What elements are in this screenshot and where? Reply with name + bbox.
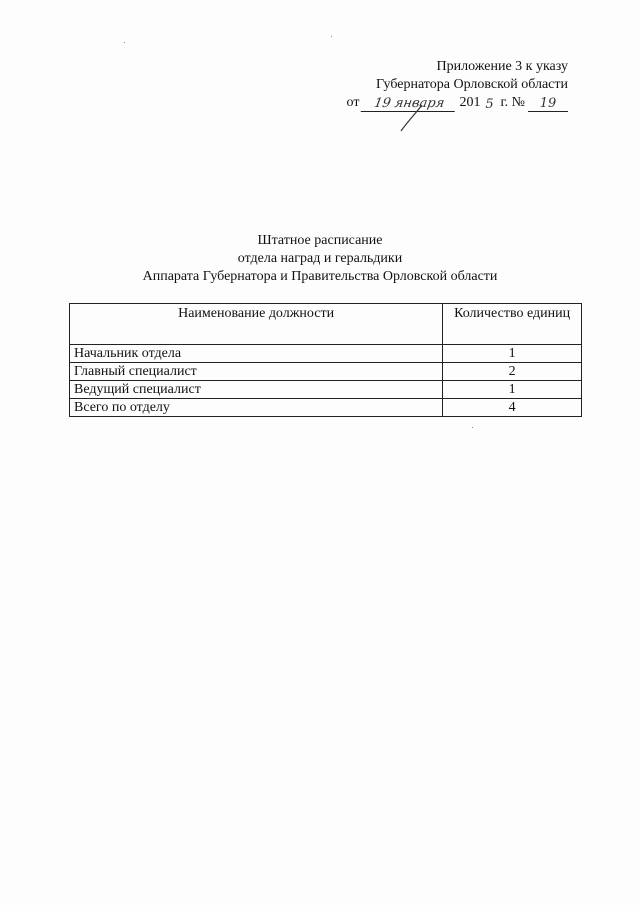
row-unit-count: 1 — [443, 381, 582, 399]
table-row — [70, 381, 582, 399]
title-line-3: Аппарата Губернатора и Правительства Орловской области — [142, 269, 498, 284]
row-position-name: Главный специалист — [70, 363, 443, 381]
row-position-name: Всего по отделу — [70, 399, 443, 417]
from-label: от — [346, 95, 360, 110]
table-row-total — [70, 399, 582, 417]
appendix-header — [328, 58, 568, 112]
scan-speck — [472, 427, 473, 428]
appendix-line-1: Приложение 3 к указу — [436, 59, 568, 74]
document-title — [0, 232, 640, 286]
scan-speck — [124, 42, 125, 43]
table-row — [70, 363, 582, 381]
header-position-name: Наименование должности — [70, 304, 443, 345]
title-line-1: Штатное расписание — [257, 233, 383, 248]
header-unit-count: Количество единиц — [443, 304, 582, 345]
row-unit-count: 4 — [443, 399, 582, 417]
handwritten-date: 19 января — [361, 97, 458, 112]
pen-flourish-icon — [398, 103, 424, 133]
appendix-date-line — [328, 94, 568, 112]
year-prefix: 201 — [459, 95, 481, 110]
row-position-name: Начальник отдела — [70, 345, 443, 363]
handwritten-number: 19 — [528, 97, 568, 112]
handwritten-year-digit: 5 — [485, 97, 494, 112]
table-header-row — [70, 304, 582, 345]
title-line-2: отдела наград и геральдики — [237, 251, 403, 266]
appendix-line-2: Губернатора Орловской области — [375, 77, 568, 92]
scan-speck — [331, 36, 332, 37]
year-suffix: г. № — [500, 95, 525, 110]
row-position-name: Ведущий специалист — [70, 381, 443, 399]
staff-table — [69, 303, 582, 417]
row-unit-count: 2 — [443, 363, 582, 381]
row-unit-count: 1 — [443, 345, 582, 363]
table-row — [70, 345, 582, 363]
